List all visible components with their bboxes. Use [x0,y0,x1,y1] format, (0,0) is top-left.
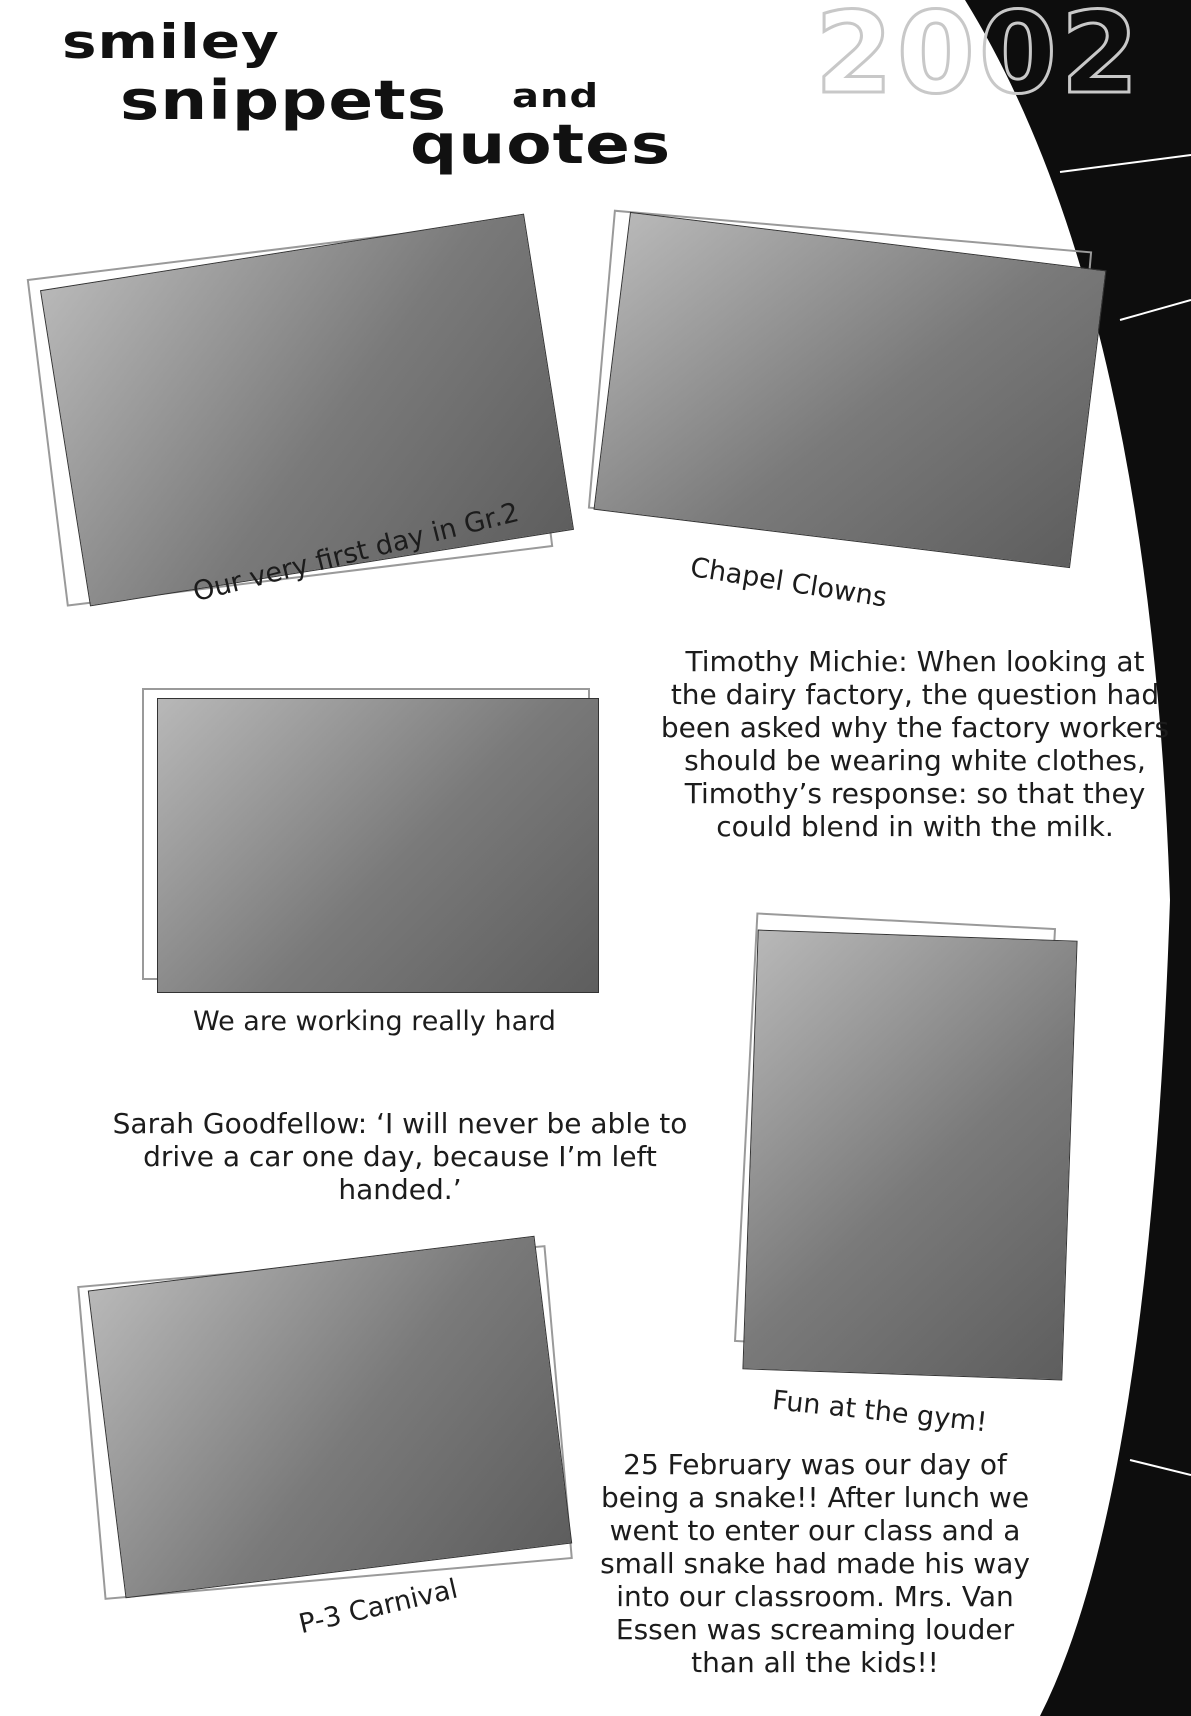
title-quotes: quotes [410,113,672,177]
chapel-clowns-photo [594,212,1107,568]
timothy-quote: Timothy Michie: When looking at the dairy factory, the question had been asked why the factory workers should be wearing white clothes, Timothy’s response: so that they could blend in with the milk. [660,645,1170,843]
working-hard-photo [157,698,599,993]
snake-quote: 25 February was our day of being a snake!! After lunch we went to enter our class and a small snake had made his way into our classroom. Mrs. Van Essen was screaming louder than all the kids!! [600,1448,1030,1679]
gym-caption: Fun at the gym! [770,1385,989,1439]
working-hard-caption: We are working really hard [193,1006,556,1037]
carnival-photo [88,1236,572,1599]
title-and: and [512,77,600,116]
year-watermark: 2002 [815,0,1143,119]
title-smiley: smiley [62,13,280,70]
carnival-caption: P-3 Carnival [296,1573,461,1641]
first-day-caption: Our very first day in Gr.2 [190,497,522,609]
sarah-quote: Sarah Goodfellow: ‘I will never be able to drive a car one day, because I’m left handed.’ [112,1107,688,1206]
chapel-clowns-caption: Chapel Clowns [688,552,890,614]
title-snippets: snippets [120,69,447,133]
gym-photo [742,930,1077,1381]
